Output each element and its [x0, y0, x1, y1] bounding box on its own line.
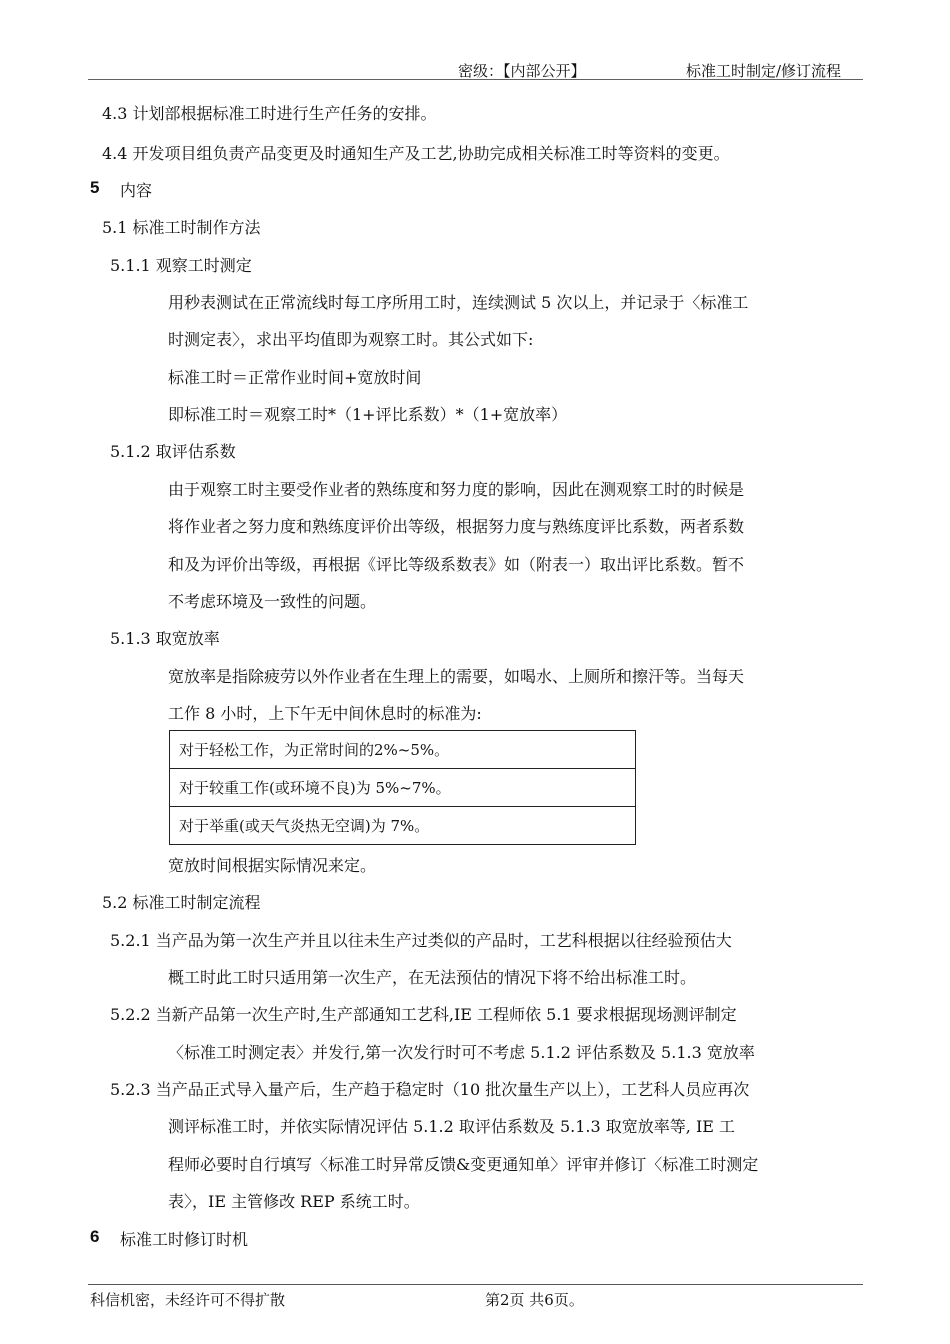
header-doc-title: 标准工时制定/修订流程 — [686, 62, 842, 80]
header-divider — [88, 79, 863, 80]
footer-divider — [88, 1284, 863, 1285]
item-5-2-1: 5.2.1 当产品为第一次生产并且以往未生产过类似的产品时，工艺科根据以往经验预估大 — [110, 931, 732, 950]
paragraph-line: 工作 8 小时，上下午无中间休息时的标准为: — [168, 704, 482, 723]
item-5-2-3: 5.2.3 当产品正式导入量产后，生产趋于稳定时（10 批次量生产以上），工艺科人员应再次 — [110, 1080, 750, 1099]
subsection-5-1-2: 5.1.2 取评估系数 — [110, 442, 236, 461]
table-cell: 对于轻松工作，为正常时间的2%~5%。 — [170, 731, 636, 769]
item-4-4: 4.4 开发项目组负责产品变更及时通知生产及工艺,协助完成相关标准工时等资料的变更。 — [102, 144, 730, 163]
header-classification: 密级：【内部公开】 — [458, 62, 586, 80]
paragraph-line: 测评标准工时，并依实际情况评估 5.1.2 取评估系数及 5.1.3 取宽放率等, IE 工 — [168, 1117, 736, 1136]
paragraph-line: 〈标准工时测定表〉并发行,第一次发行时可不考虑 5.1.2 评估系数及 5.1.3 宽放率 — [168, 1043, 755, 1062]
section-5-title: 内容 — [120, 181, 153, 200]
paragraph-line: 用秒表测试在正常流线时每工序所用工时，连续测试 5 次以上，并记录于〈标准工 — [168, 293, 749, 312]
formula-standard-time: 标准工时＝正常作业时间+宽放时间 — [168, 368, 422, 387]
subsection-5-1: 5.1 标准工时制作方法 — [102, 218, 261, 237]
paragraph-line: 由于观察工时主要受作业者的熟练度和努力度的影响，因此在测观察工时的时候是 — [168, 480, 745, 499]
subsection-5-2: 5.2 标准工时制定流程 — [102, 893, 261, 912]
table-row — [170, 769, 636, 807]
paragraph-line: 时测定表〉，求出平均值即为观察工时。其公式如下: — [168, 330, 534, 349]
paragraph-line: 概工时此工时只适用第一次生产，在无法预估的情况下将不给出标准工时。 — [168, 968, 697, 987]
subsection-5-1-1: 5.1.1 观察工时测定 — [110, 256, 252, 275]
table-row — [170, 807, 636, 845]
paragraph-line: 不考虑环境及一致性的问题。 — [168, 592, 377, 611]
formula-observed-time: 即标准工时＝观察工时*（1+评比系数）*（1+宽放率） — [168, 405, 568, 424]
paragraph-line: 和及为评价出等级，再根据《评比等级系数表》如（附表一）取出评比系数。暂不 — [168, 555, 745, 574]
paragraph-line: 程师必要时自行填写〈标准工时异常反馈&变更通知单〉评审并修订〈标准工时测定 — [168, 1155, 759, 1174]
allowance-table — [169, 730, 636, 845]
paragraph-line: 将作业者之努力度和熟练度评价出等级，根据努力度与熟练度评比系数，两者系数 — [168, 517, 745, 536]
table-cell: 对于较重工作(或环境不良)为 5%~7%。 — [170, 769, 636, 807]
table-row — [170, 731, 636, 769]
table-cell: 对于举重(或天气炎热无空调)为 7%。 — [170, 807, 636, 845]
section-6-title: 标准工时修订时机 — [120, 1230, 249, 1249]
item-4-3: 4.3 计划部根据标准工时进行生产任务的安排。 — [102, 104, 437, 123]
subsection-5-1-3: 5.1.3 取宽放率 — [110, 629, 220, 648]
item-5-2-2: 5.2.2 当新产品第一次生产时,生产部通知工艺科,IE 工程师依 5.1 要求根据现场测评制定 — [110, 1005, 737, 1024]
paragraph-line: 宽放时间根据实际情况来定。 — [168, 856, 377, 875]
section-6-number: 6 — [90, 1227, 100, 1246]
paragraph-line: 宽放率是指除疲劳以外作业者在生理上的需要，如喝水、上厕所和擦汗等。当每天 — [168, 667, 745, 686]
paragraph-line: 表〉，IE 主管修改 REP 系统工时。 — [168, 1192, 420, 1211]
footer-page-number: 第2页 共6页。 — [485, 1291, 584, 1309]
footer-confidential: 科信机密，未经许可不得扩散 — [90, 1291, 286, 1309]
section-5-number: 5 — [90, 178, 100, 197]
